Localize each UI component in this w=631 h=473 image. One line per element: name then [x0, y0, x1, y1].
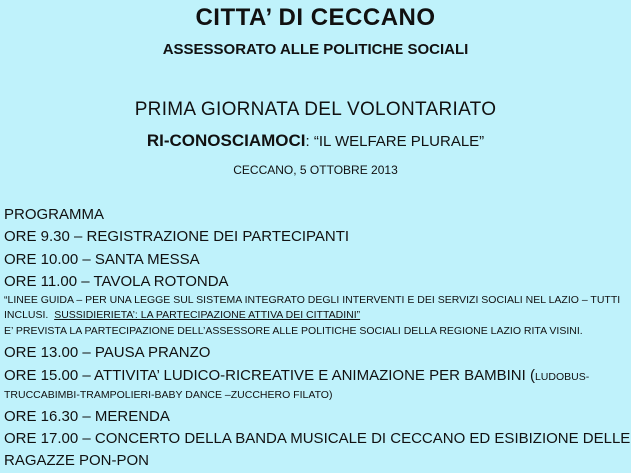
- subtitle-bold: RI-CONOSCIAMOCI: [146, 131, 306, 150]
- department-title: ASSESSORATO ALLE POLITICHE SOCIALI: [162, 41, 469, 58]
- round-table-detail: “LINEE GUIDA – PER UNA LEGGE SUL SISTEMA INTEGRATO DEGLI INTERVENTI E DEI SERVIZI SOCIALI NEL LAZIO – TUTTI: [4, 294, 621, 306]
- detail-underlined: SUSSIDIERIETA’: LA PARTECIPAZIONE ATTIVA DEI CITTADINI”: [54, 309, 361, 321]
- round-table-detail: [4, 309, 360, 321]
- programma-heading: PROGRAMMA: [4, 206, 105, 223]
- programma-item: [4, 367, 589, 384]
- place-date: CECCANO, 5 OTTOBRE 2013: [233, 163, 398, 177]
- programma-item-continuation: TRUCCABIMBI-TRAMPOLIERI-BABY DANCE –ZUCCHERO FILATO): [4, 389, 333, 401]
- item-small: LUDOBUS-: [534, 371, 590, 383]
- programma-item: ORE 11.00 – TAVOLA ROTONDA: [4, 273, 229, 290]
- round-table-detail: E’ PREVISTA LA PARTECIPAZIONE DELL’ASSESSORE ALLE POLITICHE SOCIALI DELLA REGIONE LAZIO RITA VISINI.: [4, 325, 583, 337]
- programma-item: ORE 9.30 – REGISTRAZIONE DEI PARTECIPANTI: [4, 228, 350, 245]
- programma-item: ORE 16.30 – MERENDA: [4, 408, 170, 425]
- event-title: PRIMA GIORNATA DEL VOLONTARIATO: [134, 99, 497, 120]
- city-title: CITTA’ DI CECCANO: [195, 4, 436, 31]
- programma-item: ORE 10.00 – SANTA MESSA: [4, 251, 200, 268]
- programma-item-continuation: RAGAZZE PON-PON: [4, 452, 150, 469]
- programma-item: ORE 17.00 – CONCERTO DELLA BANDA MUSICALE DI CECCANO ED ESIBIZIONE DELLE: [4, 430, 631, 447]
- event-subtitle: [0, 131, 631, 151]
- item-main: ORE 15.00 – ATTIVITA’ LUDICO-RICREATIVE E ANIMAZIONE PER BAMBINI (: [4, 367, 535, 384]
- programma-item: ORE 13.00 – PAUSA PRANZO: [4, 344, 211, 361]
- subtitle-rest: : “IL WELFARE PLURALE”: [305, 133, 485, 150]
- detail-prefix: INCLUSI.: [4, 309, 55, 321]
